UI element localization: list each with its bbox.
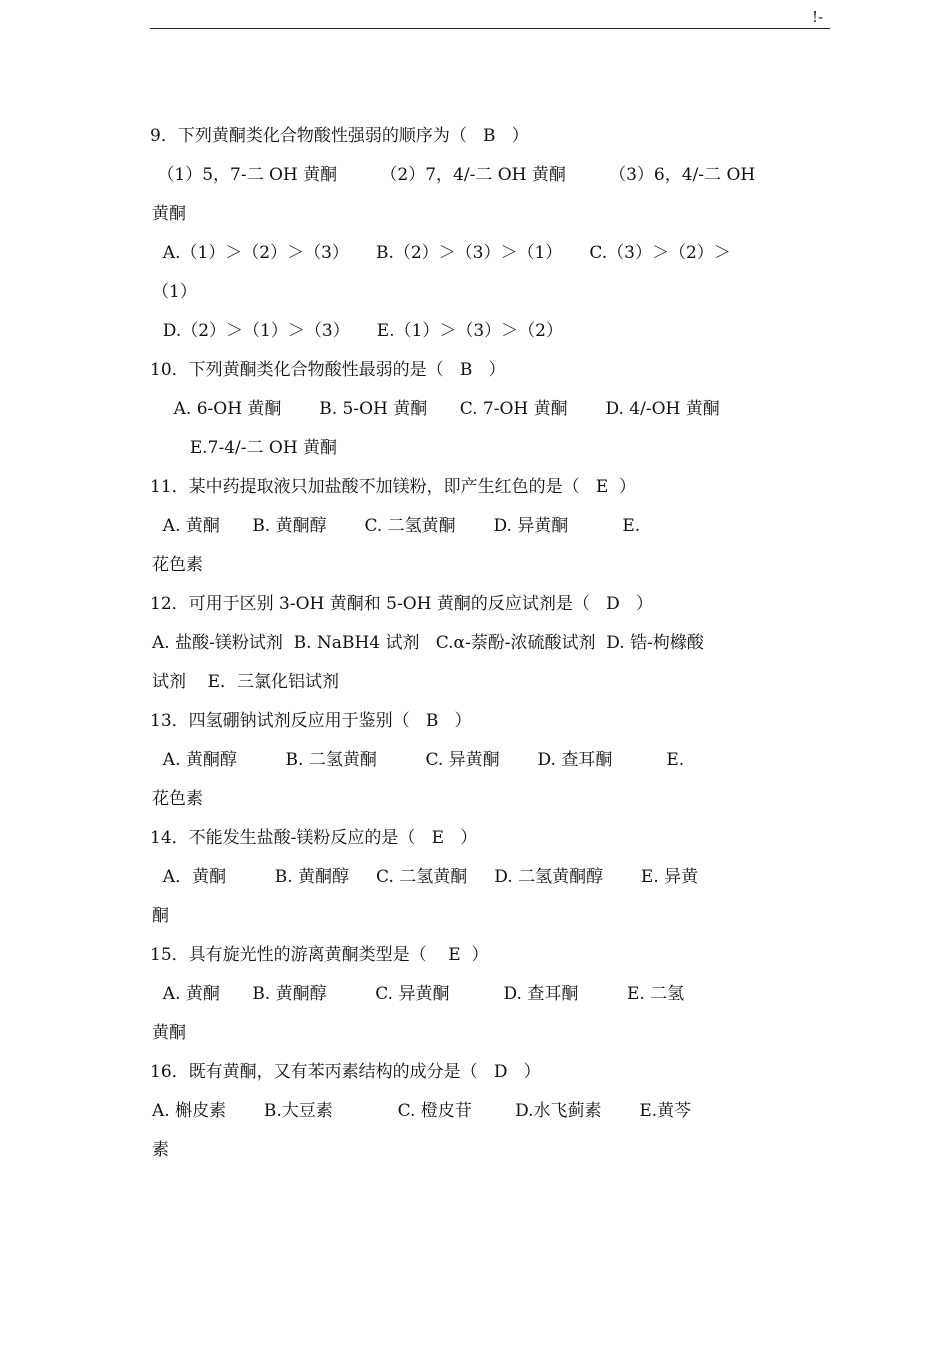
page-marker: !- bbox=[812, 8, 824, 26]
question-10-options-cont: E.7-4/-二 OH 黄酮 bbox=[152, 438, 338, 458]
question-9-options-cont: （1） bbox=[152, 282, 197, 302]
header-rule bbox=[150, 28, 830, 29]
question-16: 16．既有黄酮，又有苯丙素结构的成分是（ D ） bbox=[150, 1062, 541, 1082]
question-16-options-cont: 素 bbox=[152, 1140, 169, 1160]
question-12-options: A. 盐酸-镁粉试剂 B. NaBH4 试剂 C.α-萘酚-浓硫酸试剂 D. 锆-枸橼酸 bbox=[152, 633, 704, 653]
question-9-options-2: D.（2）＞（1）＞（3） E.（1）＞（3）＞（2） bbox=[152, 321, 563, 341]
question-11-options: A. 黄酮 B. 黄酮醇 C. 二氢黄酮 D. 异黄酮 E. bbox=[152, 516, 641, 536]
question-13-options-cont: 花色素 bbox=[152, 789, 203, 809]
question-10-options: A. 6-OH 黄酮 B. 5-OH 黄酮 C. 7-OH 黄酮 D. 4/-OH 黄酮 bbox=[152, 399, 720, 419]
question-9-compounds-cont: 黄酮 bbox=[152, 204, 186, 224]
question-14-options: A．黄酮 B. 黄酮醇 C. 二氢黄酮 D. 二氢黄酮醇 E. 异黄 bbox=[152, 867, 699, 887]
question-14-options-cont: 酮 bbox=[152, 906, 169, 926]
question-13: 13．四氢硼钠试剂反应用于鉴别（ B ） bbox=[150, 711, 472, 731]
question-15-options: A. 黄酮 B. 黄酮醇 C. 异黄酮 D. 查耳酮 E. 二氢 bbox=[152, 984, 685, 1004]
question-13-options: A. 黄酮醇 B. 二氢黄酮 C. 异黄酮 D. 查耳酮 E. bbox=[152, 750, 685, 770]
question-12-options-cont: 试剂 E．三氯化铝试剂 bbox=[152, 672, 340, 692]
question-14: 14．不能发生盐酸-镁粉反应的是（ E ） bbox=[150, 828, 478, 848]
question-11-options-cont: 花色素 bbox=[152, 555, 203, 575]
question-16-options: A. 槲皮素 B.大豆素 C. 橙皮苷 D.水飞蓟素 E.黄芩 bbox=[152, 1101, 692, 1121]
question-12: 12．可用于区别 3-OH 黄酮和 5-OH 黄酮的反应试剂是（ D ） bbox=[150, 594, 653, 614]
question-9: 9．下列黄酮类化合物酸性强弱的顺序为（ B ） bbox=[150, 126, 529, 146]
question-11: 11．某中药提取液只加盐酸不加镁粉，即产生红色的是（ E ） bbox=[150, 477, 637, 497]
question-15: 15．具有旋光性的游离黄酮类型是（ E ） bbox=[150, 945, 489, 965]
question-10: 10．下列黄酮类化合物酸性最弱的是（ B ） bbox=[150, 360, 506, 380]
question-9-compounds: （1）5，7-二 OH 黄酮 （2）7，4/-二 OH 黄酮 （3）6，4/-二 OH bbox=[152, 165, 756, 185]
question-9-options: A.（1）＞（2）＞（3） B.（2）＞（3）＞（1） C.（3）＞（2）＞ bbox=[152, 243, 731, 263]
question-15-options-cont: 黄酮 bbox=[152, 1023, 186, 1043]
